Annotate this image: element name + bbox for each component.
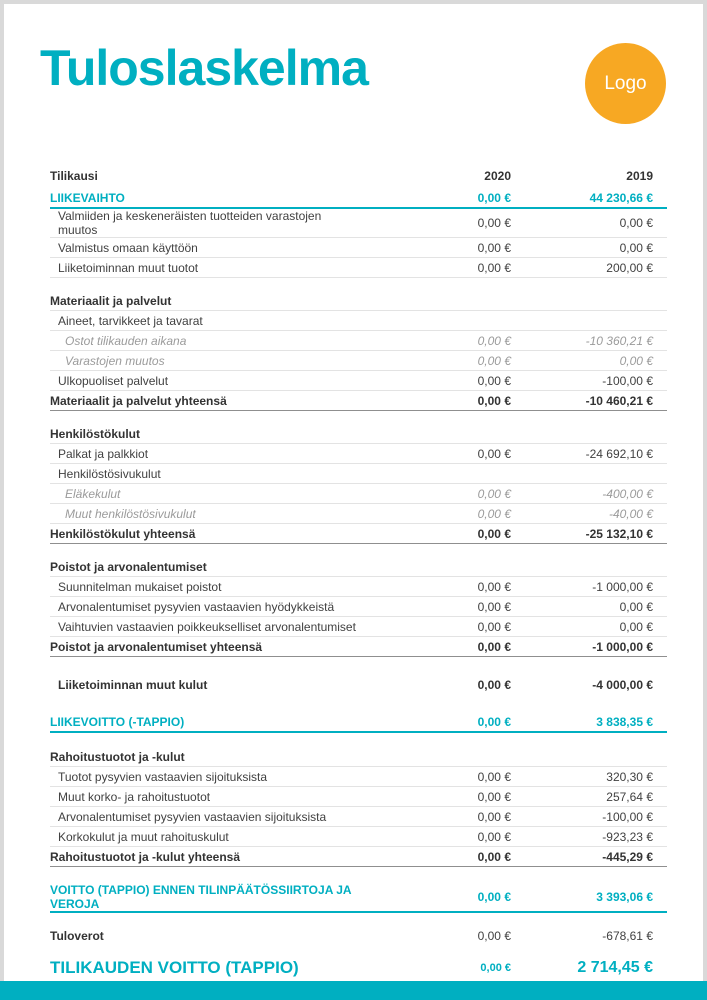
row-label: Henkilöstökulut [50,426,141,441]
value-2020: 0,00 € [477,678,511,692]
section-spacer [50,913,667,926]
value-2019: -445,29 € [602,849,653,864]
value-2019: 320,30 € [606,769,653,784]
table-row [50,787,667,807]
row-label: Henkilöstösivukulut [58,466,161,481]
value-2019: 0,00 € [619,240,653,255]
row-label: Valmiiden ja keskeneräisten tuotteiden varastojen muutos [58,209,322,237]
value-2019: 2 714,45 € [577,959,653,976]
value-2020: 0,00 € [477,260,511,275]
row-label: Rahoitustuotot ja -kulut [50,749,185,764]
row-label: Materiaalit ja palvelut yhteensä [50,393,227,408]
value-2020: 0,00 € [477,373,511,388]
row-label: Rahoitustuotot ja -kulut yhteensä [50,849,241,864]
value-2020: 0,00 € [477,929,511,943]
column-header-period: Tilikausi [50,169,98,183]
row-label: Aineet, tarvikkeet ja tavarat [58,313,203,328]
row-label: Suunnitelman mukaiset poistot [58,579,222,594]
row-label: Muut korko- ja rahoitustuotot [58,789,211,804]
table-row [50,391,667,411]
row-label: Henkilöstökulut yhteensä [50,526,196,541]
value-2019: -1 000,00 € [592,639,653,654]
statement-page [4,4,703,981]
value-2020: 0,00 € [477,333,511,348]
value-2019: 44 230,66 € [589,191,653,205]
section-spacer [50,278,667,291]
row-label: LIIKEVOITTO (-TAPPIO) [50,715,185,729]
income-statement-table [50,166,667,983]
table-row [50,557,667,577]
row-label: Ulkopuoliset palvelut [58,373,169,388]
value-2019: -100,00 € [602,373,653,388]
row-label: Korkokulut ja muut rahoituskulut [58,829,229,844]
value-2019: 0,00 € [619,619,653,634]
table-row [50,827,667,847]
table-row [50,847,667,867]
value-2020: 0,00 € [477,639,511,654]
value-2019: -40,00 € [608,506,653,521]
table-row [50,464,667,484]
column-header-2020: 2020 [484,169,511,183]
table-header-row [50,166,667,186]
table-row [50,258,667,278]
value-2019: -678,61 € [602,929,653,943]
value-2019: -923,23 € [602,829,653,844]
table-row [50,577,667,597]
value-2020: 0,00 € [477,849,511,864]
section-spacer [50,867,667,883]
value-2019: -25 132,10 € [585,526,653,541]
row-label: Poistot ja arvonalentumiset yhteensä [50,639,263,654]
value-2020: 0,00 € [477,715,511,729]
row-label: Vaihtuvien vastaavien poikkeukselliset arvonalentumiset [58,619,356,634]
row-label: Poistot ja arvonalentumiset [50,559,207,574]
value-2019: -100,00 € [602,809,653,824]
table-row [50,444,667,464]
table-row [50,767,667,787]
footer-accent-bar [0,981,707,1000]
value-2020: 0,00 € [477,809,511,824]
value-2020: 0,00 € [477,240,511,255]
table-row [50,209,667,238]
row-label: LIIKEVAIHTO [50,191,125,205]
value-2019: -10 460,21 € [585,393,653,408]
value-2019: 3 393,06 € [596,890,653,904]
value-2020: 0,00 € [477,506,511,521]
table-row [50,617,667,637]
row-label: Varastojen muutos [65,353,165,368]
table-row [50,675,667,695]
value-2020: 0,00 € [477,890,511,904]
table-row [50,747,667,767]
row-label: Valmistus omaan käyttöön [58,240,198,255]
value-2019: 0,00 € [619,353,653,368]
section-spacer [50,946,667,953]
table-row [50,424,667,444]
table-row [50,504,667,524]
page-header [4,4,703,166]
value-2019: -10 360,21 € [585,333,653,348]
page-title: Tuloslaskelma [40,40,368,96]
row-label: Tuotot pysyvien vastaavien sijoituksista [58,769,267,784]
table-row [50,238,667,258]
column-header-2019: 2019 [626,169,653,183]
value-2019: 3 838,35 € [596,715,653,729]
table-row [50,713,667,733]
row-label: Ostot tilikauden aikana [65,333,187,348]
row-label: TILIKAUDEN VOITTO (TAPPIO) [50,958,299,977]
row-label: Palkat ja palkkiot [58,446,149,461]
row-label: Liiketoiminnan muut kulut [58,678,208,692]
value-2020: 0,00 € [477,526,511,541]
table-row [50,926,667,946]
value-2019: -400,00 € [602,486,653,501]
value-2019: -1 000,00 € [592,579,653,594]
row-label: Materiaalit ja palvelut [50,293,172,308]
value-2019: -24 692,10 € [585,446,653,461]
section-spacer [50,695,667,713]
row-label: Muut henkilöstösivukulut [65,506,196,521]
company-logo [585,43,666,124]
table-row [50,597,667,617]
value-2020: 0,00 € [477,393,511,408]
table-row [50,371,667,391]
table-row [50,189,667,209]
value-2019: 257,64 € [606,789,653,804]
table-row [50,331,667,351]
value-2020: 0,00 € [477,769,511,784]
table-row [50,311,667,331]
value-2020: 0,00 € [477,353,511,368]
row-label: Arvonalentumiset pysyvien vastaavien hyödykkeistä [58,599,335,614]
section-spacer [50,544,667,557]
table-row [50,351,667,371]
value-2019: 200,00 € [606,260,653,275]
row-label: Eläkekulut [65,486,121,501]
table-row [50,953,667,983]
table-row [50,637,667,657]
table-row [50,484,667,504]
value-2019: 0,00 € [619,599,653,614]
value-2020: 0,00 € [477,446,511,461]
row-label: Arvonalentumiset pysyvien vastaavien sijoituksista [58,809,327,824]
table-row [50,524,667,544]
value-2019: 0,00 € [619,216,653,230]
table-row [50,883,667,913]
value-2020: 0,00 € [477,579,511,594]
section-spacer [50,733,667,747]
section-spacer [50,411,667,424]
logo-label: Logo [604,72,647,94]
section-spacer [50,657,667,675]
value-2020: 0,00 € [477,486,511,501]
table-row [50,807,667,827]
value-2020: 0,00 € [477,191,511,205]
value-2020: 0,00 € [477,619,511,634]
value-2020: 0,00 € [477,599,511,614]
row-label: Tuloverot [50,929,104,943]
value-2019: -4 000,00 € [592,678,653,692]
value-2020: 0,00 € [477,829,511,844]
value-2020: 0,00 € [480,962,511,974]
value-2020: 0,00 € [477,216,511,230]
table-row [50,291,667,311]
row-label: Liiketoiminnan muut tuotot [58,260,199,275]
row-label: VOITTO (TAPPIO) ENNEN TILINPÄÄTÖSSIIRTOJA JA VEROJA [50,883,352,911]
value-2020: 0,00 € [477,789,511,804]
